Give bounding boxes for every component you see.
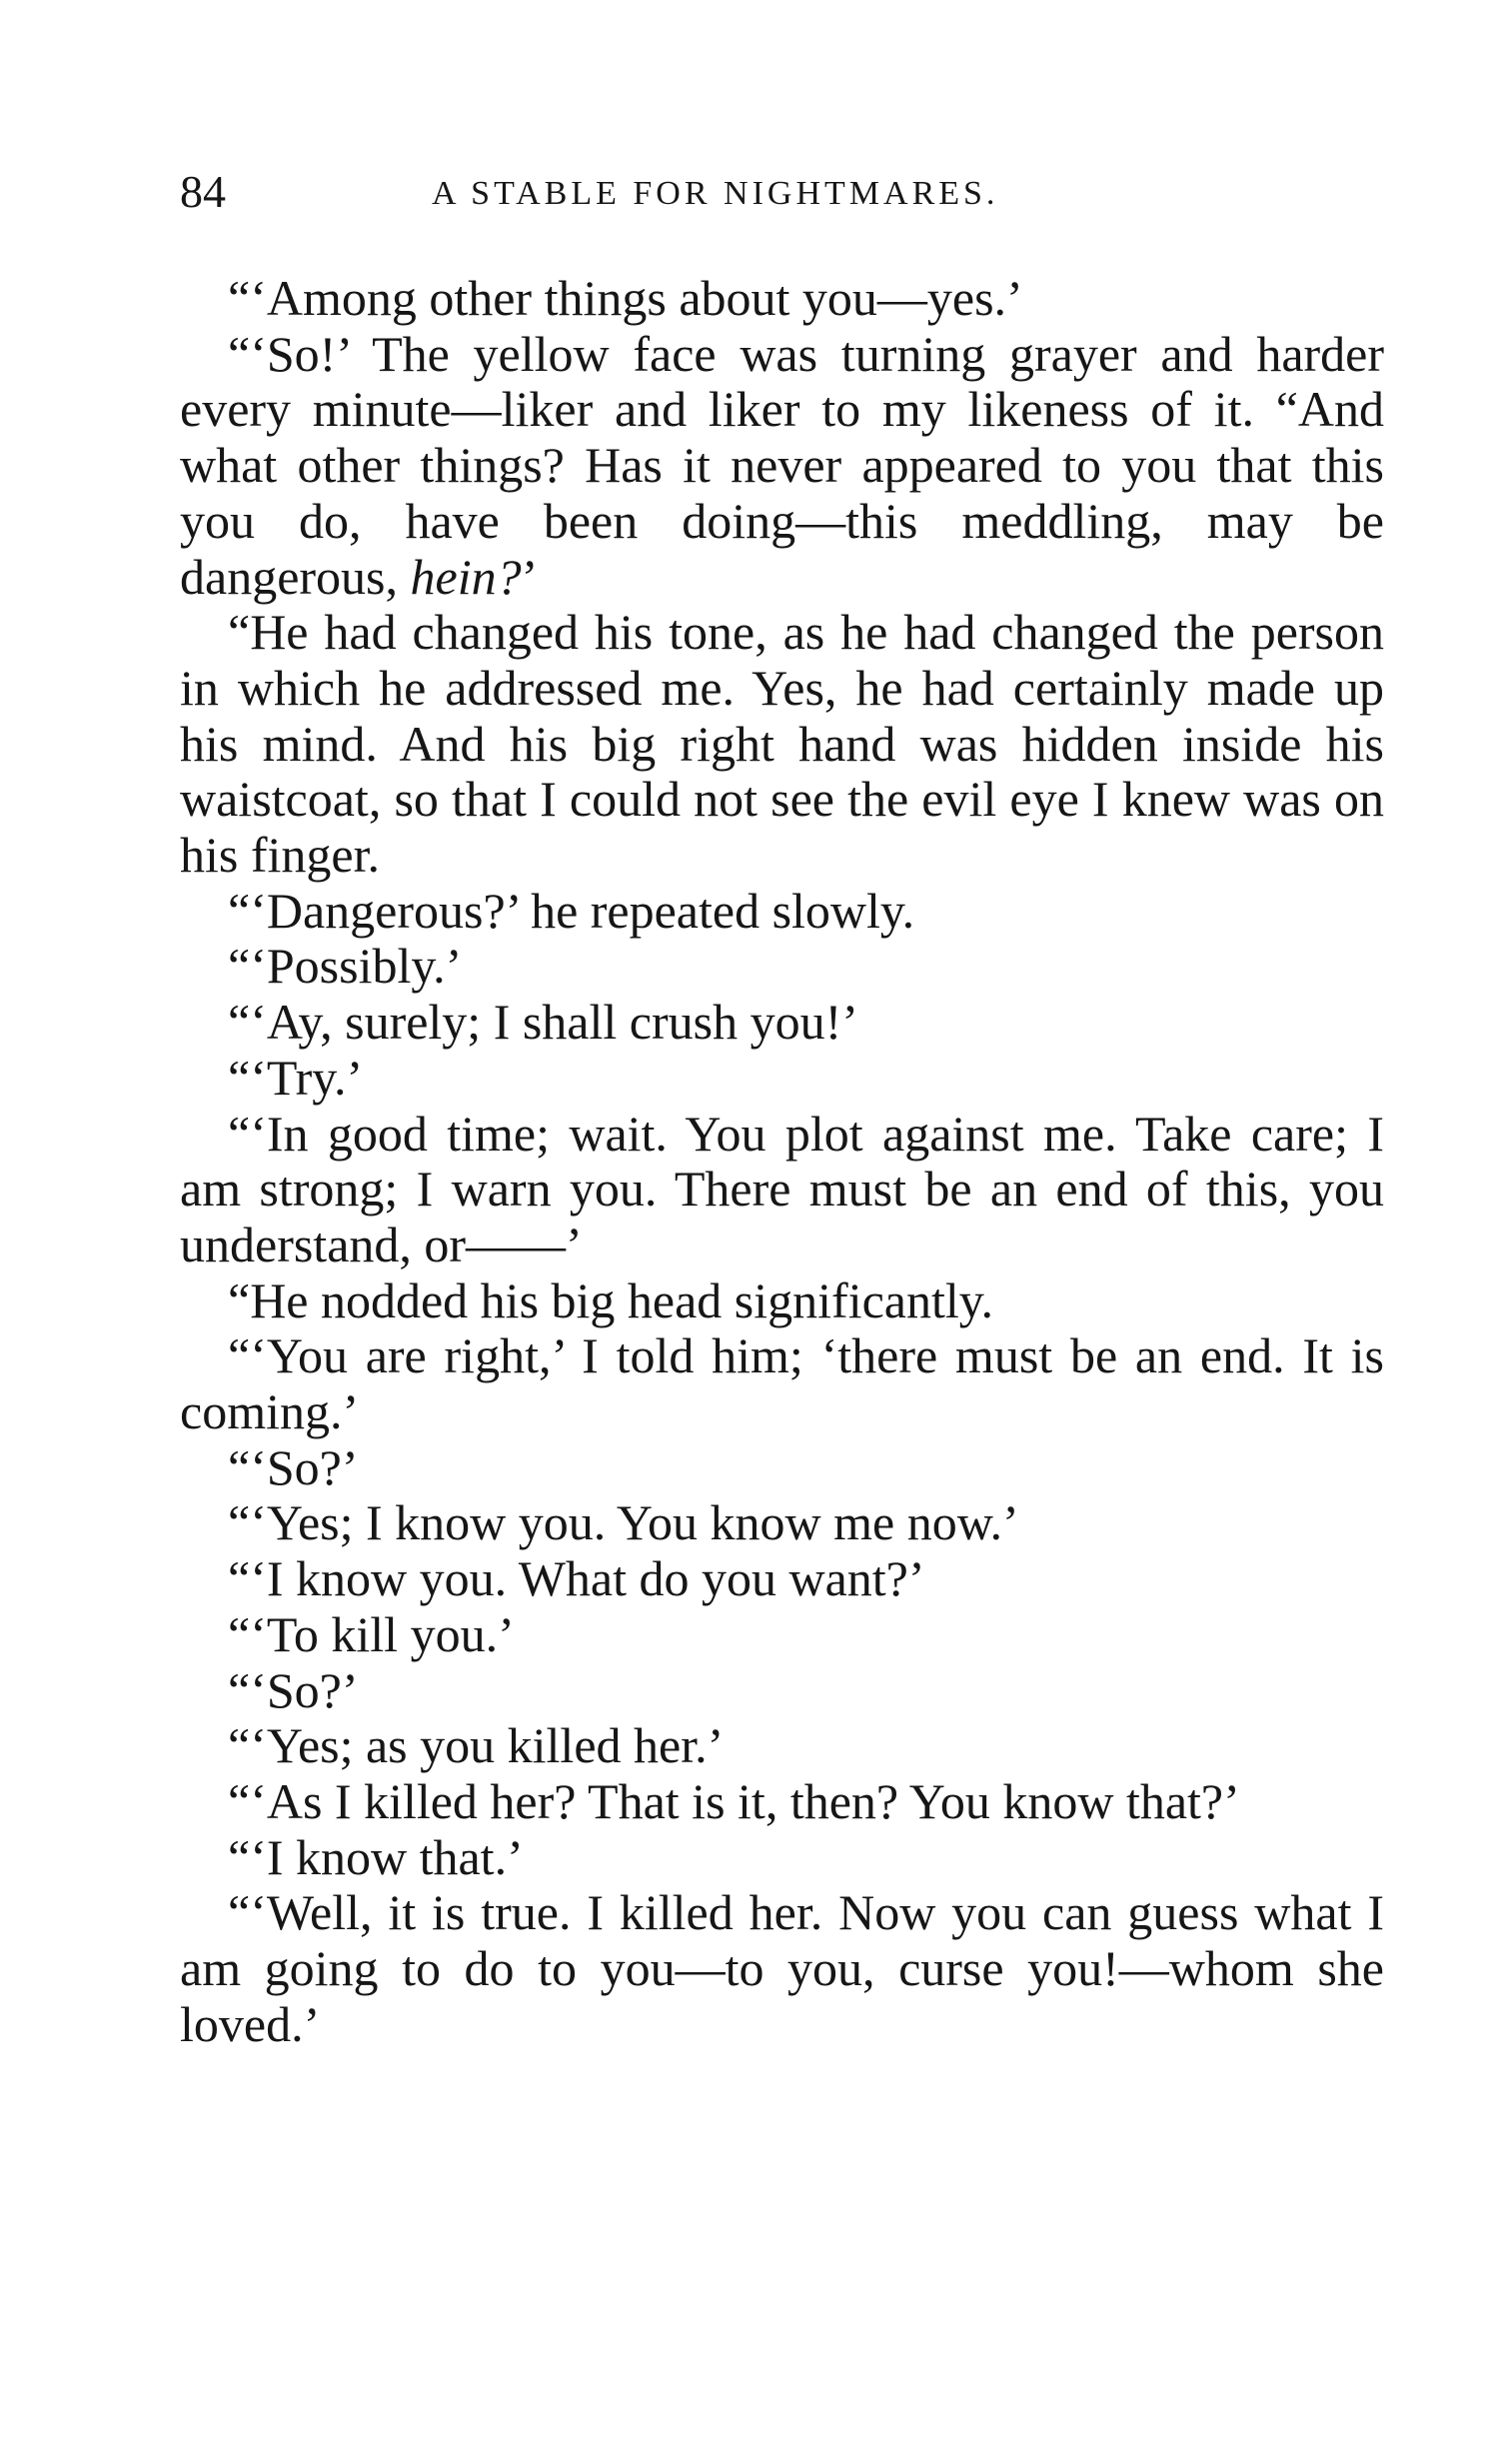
paragraph-8: “‘In good time; wait. You plot against me. Take care; I am strong; I warn you. There must be an end of this, you understand, or——’ (180, 1105, 1384, 1272)
paragraph-5: “‘Possibly.’ (228, 938, 463, 995)
running-head (180, 162, 1384, 222)
paragraph-4: “‘Dangerous?’ he repeated slowly. (228, 882, 915, 939)
paragraph-1: “‘Among other things about you—yes.’ (228, 270, 1023, 326)
paragraph-3: “He had changed his tone, as he had changed the person in which he addressed me. Yes, he had certainly made up his mind. And his big right hand was hidden inside his waistcoat, so that I could not see the evil eye I knew was on his finger. (180, 604, 1384, 884)
paragraph-6: “‘Ay, surely; I shall crush you!’ (228, 994, 858, 1051)
paragraph-12: “‘Yes; I know you. You know me now.’ (228, 1494, 1019, 1551)
paragraph-10: “‘You are right,’ I told him; ‘there must be an end. It is coming.’ (180, 1327, 1384, 1440)
paragraph-16: “‘Yes; as you killed her.’ (228, 1717, 725, 1774)
running-title: A STABLE FOR NIGHTMARES. (432, 175, 999, 212)
paragraph-7: “‘Try.’ (228, 1049, 364, 1106)
paragraph-14: “‘To kill you.’ (228, 1605, 515, 1662)
paragraph-13: “‘I know you. What do you want?’ (228, 1550, 925, 1607)
paragraph-19: “‘Well, it is true. I killed her. Now you can guess what I am going to do to you—to you, curse you!—whom she loved.’ (180, 1884, 1384, 2052)
paragraph-2: “‘So!’ The yellow face was turning grayer and harder every minute—liker and liker to my likeness of it. “And what other things? Has it never appeared to you that this you do, have been doing—this meddling, may be dangerous, hein?’ (180, 325, 1384, 605)
body-text (180, 271, 1384, 2053)
paragraph-18: “‘I know that.’ (228, 1828, 524, 1885)
paragraph-15: “‘So?’ (228, 1661, 359, 1718)
paragraph-17: “‘As I killed her? That is it, then? You know that?’ (228, 1772, 1240, 1829)
paragraph-11: “‘So?’ (228, 1438, 359, 1495)
paragraph-9: “He nodded his big head significantly. (228, 1271, 994, 1328)
page-number: 84 (180, 166, 226, 217)
italic-word: hein? (410, 548, 522, 605)
